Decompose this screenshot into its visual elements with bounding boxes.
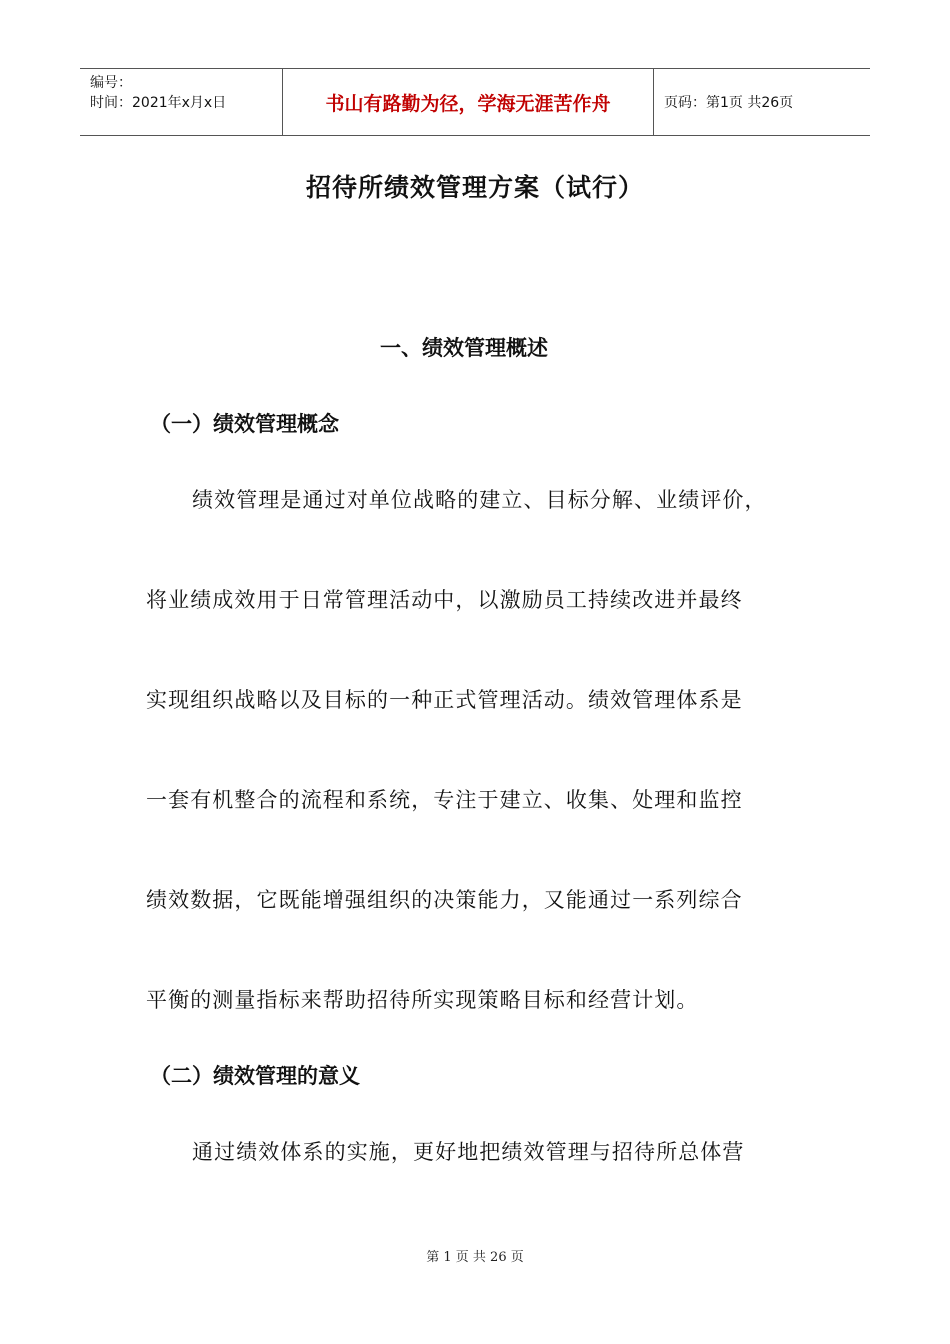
paragraph-line: 绩效数据，它既能增强组织的决策能力，又能通过一系列综合 <box>146 888 743 912</box>
page-footer: 第 1 页 共 26 页 <box>426 1250 524 1265</box>
sub-heading-concept: （一）绩效管理概念 <box>150 412 339 436</box>
sub-heading-significance: （二）绩效管理的意义 <box>150 1064 360 1088</box>
paragraph-line: 实现组织战略以及目标的一种正式管理活动。绩效管理体系是 <box>146 688 743 712</box>
date-text: 时间：2021年x月x日 <box>90 95 227 111</box>
header-motto-cell <box>282 69 654 135</box>
serial-label: 编号： <box>90 75 132 91</box>
paragraph-line: 通过绩效体系的实施，更好地把绩效管理与招待所总体营 <box>192 1140 745 1164</box>
page-info-text: 页码：第1页 共26页 <box>664 95 794 111</box>
header-page-cell <box>654 69 870 135</box>
paragraph-line: 将业绩成效用于日常管理活动中，以激励员工持续改进并最终 <box>146 588 743 612</box>
header-table <box>80 68 870 136</box>
paragraph-line: 一套有机整合的流程和系统，专注于建立、收集、处理和监控 <box>146 788 743 812</box>
paragraph-line: 绩效管理是通过对单位战略的建立、目标分解、业绩评价， <box>192 488 767 512</box>
document-title: 招待所绩效管理方案（试行） <box>305 173 644 202</box>
section-heading: 一、绩效管理概述 <box>380 336 548 360</box>
motto-text: 书山有路勤为径，学海无涯苦作舟 <box>325 92 611 115</box>
paragraph-line: 平衡的测量指标来帮助招待所实现策略目标和经营计划。 <box>146 988 699 1012</box>
header-meta-cell <box>80 69 282 135</box>
